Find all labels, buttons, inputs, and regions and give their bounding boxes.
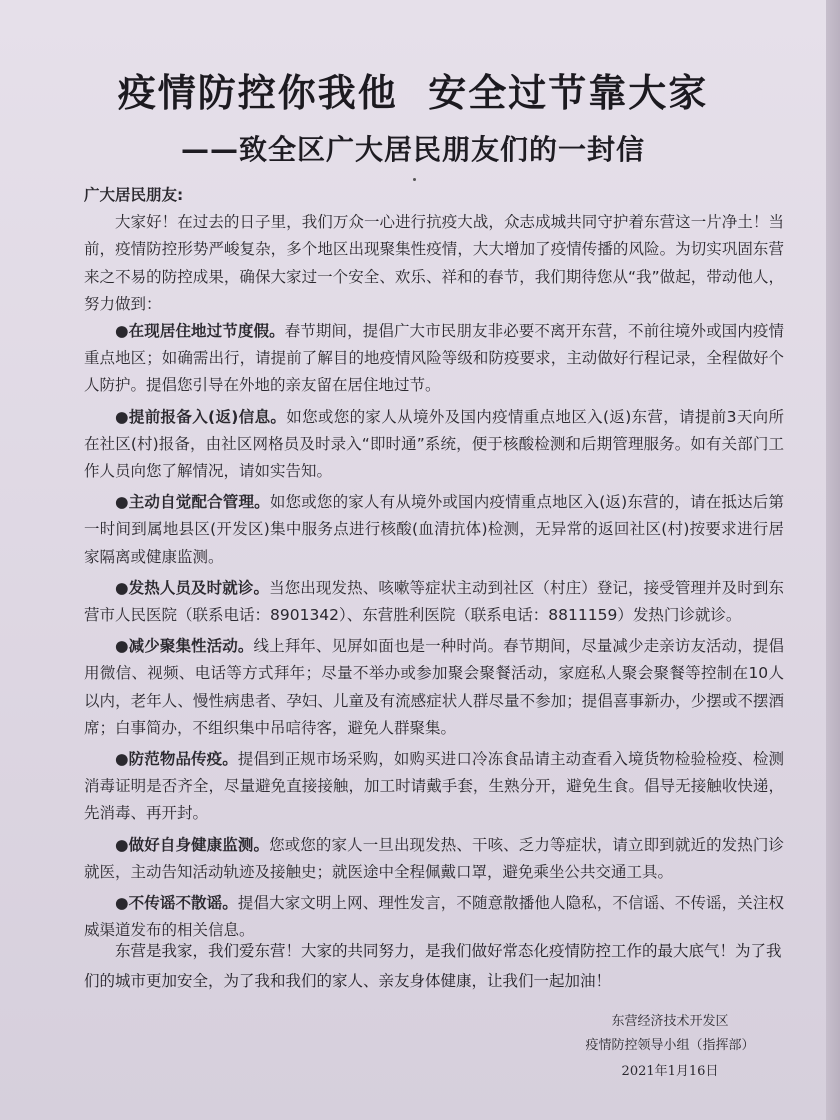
item-text: 线上拜年、见屏如面也是一种时尚。春节期间，尽量减少走亲访友活动，提倡用微信、视频、电话等方式拜年；尽量不举办或参加聚会聚餐活动，家庭私人聚会聚餐等控制在10人以内，老年人、慢性病患者、孕妇、儿童及有流感症状人群尽量不参加；提倡喜事新办，少摆或不摆酒席；白事简办，不组织集中吊唁待客，避免人群聚集。 xyxy=(84,637,784,737)
signature-group: 疫情防控领导小组（指挥部） xyxy=(585,1038,755,1053)
item-heading: ●做好自身健康监测。 xyxy=(115,835,270,854)
item-text: 春节期间，提倡广大市民朋友非必要不离开东营，不前往境外或国内疫情重点地区；如确需出行，请提前了解目的地疫情风险等级和防疫要求，主动做好行程记录，全程做好个人防护。提倡您引导在外地的亲友留在居住地过节。 xyxy=(84,322,784,395)
item-text: 提倡大家文明上网、理性发言，不随意散播他人隐私，不信谣、不传谣，关注权威渠道发布的相关信息。 xyxy=(84,894,784,940)
item-report-return xyxy=(84,404,784,486)
letter-body xyxy=(84,182,784,948)
item-text: 当您出现发热、咳嗽等症状主动到社区（村庄）登记，接受管理并及时到东营市人民医院（联系电话：8901342）、东营胜利医院（联系电话：8811159）发热门诊就诊。 xyxy=(84,578,784,625)
item-text: 提倡到正规市场采购，如购买进口冷冻食品请主动查看入境货物检验检疫、检测消毒证明是否齐全，尽量避免直接接触，加工时请戴手套，生熟分开，避免生食。倡导无接触收快递，先消毒、再开封。 xyxy=(84,750,784,823)
intro-paragraph: 大家好！在过去的日子里，我们万众一心进行抗疫大战，众志成城共同守护着东营这一片净土！当前，疫情防控形势严峻复杂，多个地区出现聚集性疫情，大大增加了疫情传播的风险。为切实巩固东营来之不易的防控成果，确保大家过一个安全、欢乐、祥和的春节，我们期待您从“我”做起，带动他人，努力做到： xyxy=(84,213,784,313)
item-cooperate xyxy=(84,489,784,571)
item-health-monitoring xyxy=(84,832,784,886)
item-text: 如您或您的家人有从境外或国内疫情重点地区入(返)东营的，请在抵达后第一时间到属地县区(开发区)集中服务点进行核酸(血清抗体)检测，无异常的返回社区(村)按要求进行居家隔离或健康监测。 xyxy=(84,493,784,566)
item-heading: ●在现居住地过节度假。 xyxy=(115,322,285,341)
closing-paragraph: 东营是我家，我们爱东营！大家的共同努力，是我们做好常态化疫情防控工作的最大底气！为了我们的城市更加安全，为了我和我们的家人、亲友身体健康，让我们一起加油！ xyxy=(84,942,782,990)
signature-org: 东营经济技术开发区 xyxy=(611,1014,729,1029)
paper-speck xyxy=(413,178,416,181)
greeting: 广大居民朋友: xyxy=(84,186,184,204)
item-heading: ●不传谣不散谣。 xyxy=(115,894,238,913)
item-stay-local xyxy=(84,318,784,400)
letter-title: 疫情防控你我他 安全过节靠大家 xyxy=(117,70,709,115)
signature-date: 2021年1月16日 xyxy=(621,1064,719,1079)
item-heading: ●防范物品传疫。 xyxy=(115,750,238,769)
item-goods-safety xyxy=(84,746,784,828)
item-heading: ●发热人员及时就诊。 xyxy=(115,578,270,597)
item-reduce-gathering xyxy=(84,633,784,742)
letter-subtitle: ——致全区广大居民朋友们的一封信 xyxy=(180,133,645,166)
item-fever-clinic xyxy=(84,575,784,629)
item-text: 如您或您的家人从境外及国内疫情重点地区入(返)东营，请提前3天向所在社区(村)报备，由社区网格员及时录入“即时通”系统，便于核酸检测和后期管理服务。如有关部门工作人员向您了解情况，请如实告知。 xyxy=(84,407,784,481)
item-text: 您或您的家人一旦出现发热、干咳、乏力等症状，请立即到就近的发热门诊就医，主动告知活动轨迹及接触史；就医途中全程佩戴口罩，避免乘坐公共交通工具。 xyxy=(84,835,784,881)
item-heading: ●减少聚集性活动。 xyxy=(115,637,254,656)
item-heading: ●提前报备入(返)信息。 xyxy=(115,407,287,426)
background-edge xyxy=(826,0,840,1120)
item-heading: ●主动自觉配合管理。 xyxy=(115,493,270,512)
